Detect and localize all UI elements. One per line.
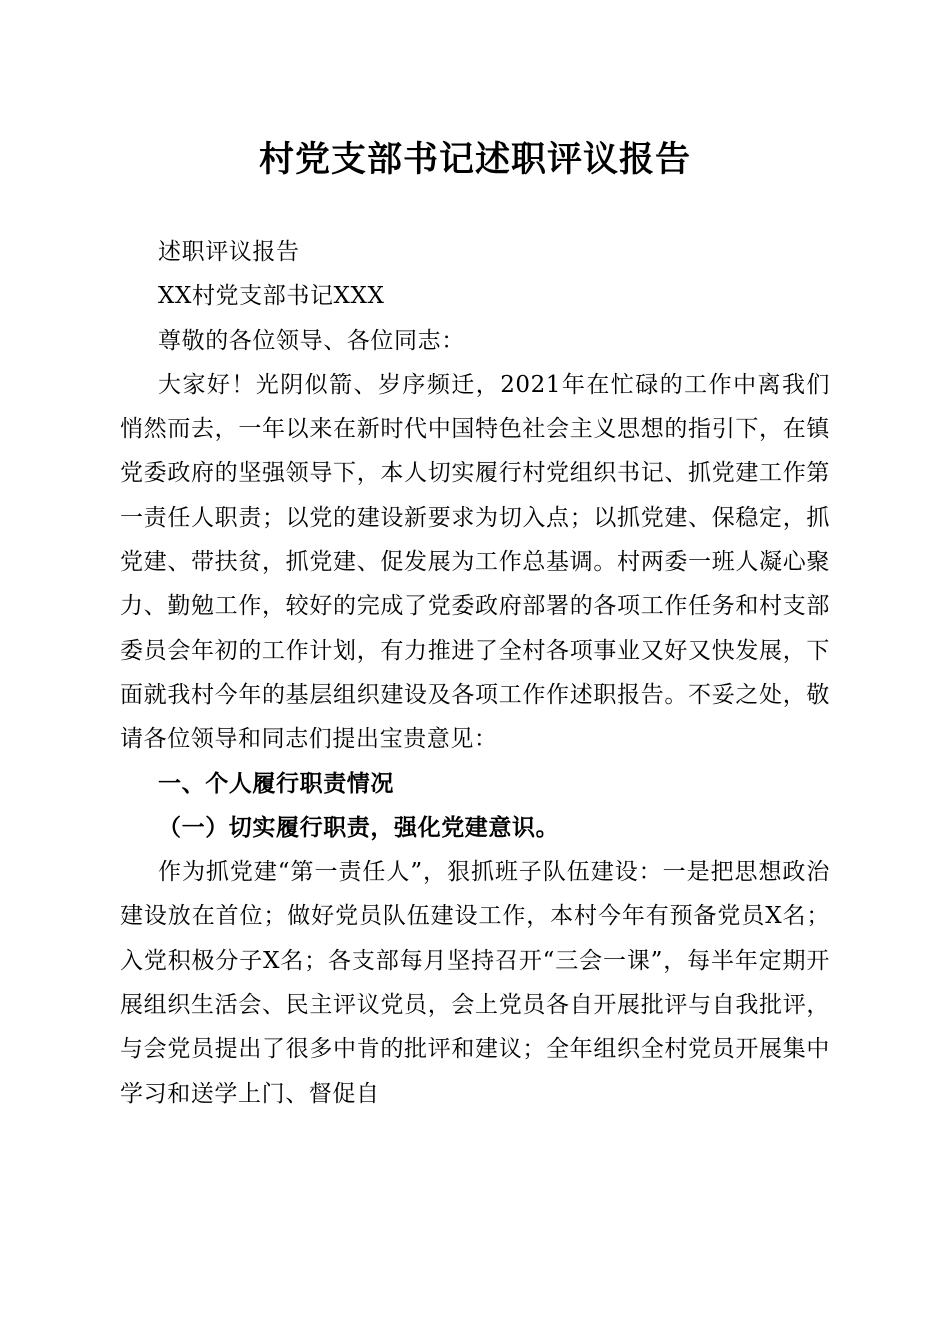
paragraph-salutation: 尊敬的各位领导、各位同志： [158,327,465,354]
paragraph-author: XX村党支部书记XXX [158,283,385,310]
subsection-heading-1: （一）切实履行职责，强化党建意识。 [158,813,560,841]
document-body [120,230,830,1116]
paragraph-report-label: 述职评议报告 [158,239,300,265]
section-heading-1: 一、个人履行职责情况 [158,770,394,797]
paragraph-party-building: 作为抓党建“第一责任人”，狠抓班子队伍建设：一是把思想政治建设放在首位；做好党员队伍建设工作，本村今年有预备党员X名；入党积极分子X名；各支部每月坚持召开“三会一课”，每半年定期开展组织生活会、民主评议党员，会上党员各自开展批评与自我批评，与会党员提出了很多中肯的批评和建议；全年组织全村党员开展集中学习和送学上门、督促自 [120,859,830,1107]
document-title: 村党支部书记述职评议报告 [258,139,691,180]
paragraph-intro: 大家好！光阴似箭、岁序频迁，2021年在忙碌的工作中离我们悄然而去，一年以来在新时代中国特色社会主义思想的指引下，在镇党委政府的坚强领导下，本人切实履行村党组织书记、抓党建工作第一责任人职责；以党的建设新要求为切入点；以抓党建、保稳定，抓党建、带扶贫，抓党建、促发展为工作总基调。村两委一班人凝心聚力、勤勉工作，较好的完成了党委政府部署的各项工作任务和村支部委员会年初的工作计划，有力推进了全村各项事业又好又快发展，下面就我村今年的基层组织建设及各项工作作述职报告。不妥之处，敬请各位领导和同志们提出宝贵意见： [120,371,830,753]
